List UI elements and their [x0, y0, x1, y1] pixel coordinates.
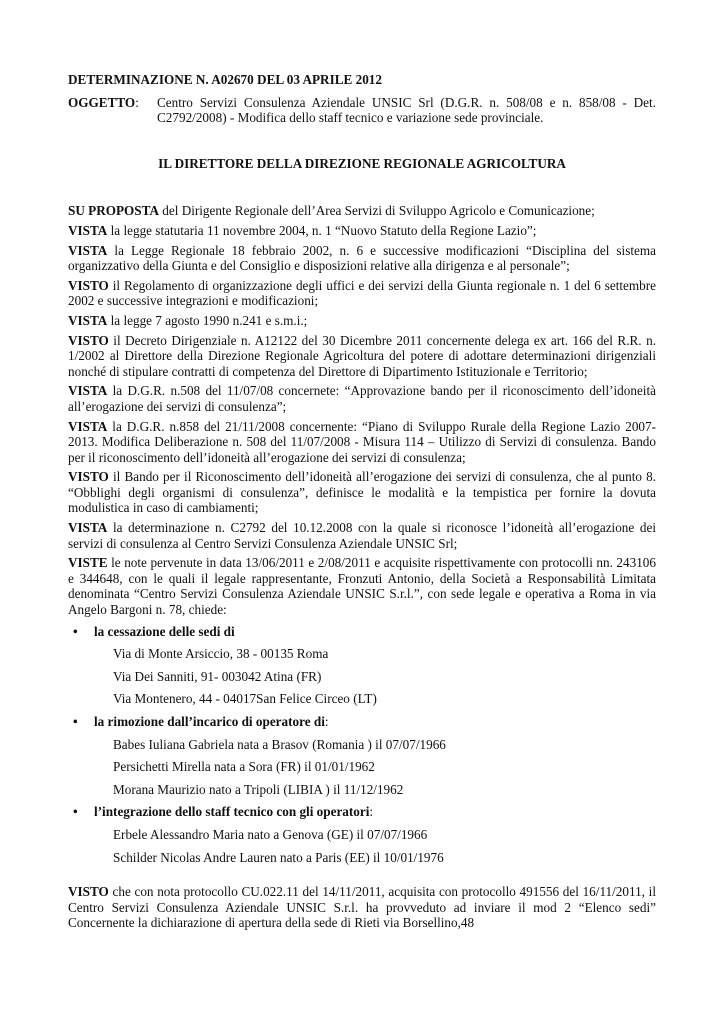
bullet-cessazione — [68, 624, 656, 640]
subject-colon: : — [135, 94, 139, 110]
bullet-icon: • — [73, 714, 78, 729]
paragraph-text: il Decreto Dirigenziale n. A12122 del 30 Dicembre 2011 concernente delega ex art. 166 del R.R. n. 1/2002 al Direttore della Direzione Regionale Agricoltura del potere di adottare determinazioni dirigenziali nonché di stipulare contratti di competenza del Direttore di Dipartimento Istituzionale e Territorio; — [68, 332, 656, 379]
bullet-label-suffix: : — [324, 714, 329, 729]
paragraph-text: le note pervenute in data 13/06/2011 e 2/08/2011 e acquisite rispettivamente con protocolli nn. 243106 e 344648, con le quali il legale rappresentante, Fronzuti Antonio, della Società a Responsabilità Limitata denominata “Centro Servizi Consulenza Aziendale UNSIC S.r.l.”, con sede legale e operativa a Roma in via Angelo Bargoni n. 78, chiede: — [68, 555, 656, 618]
paragraph-text: la legge 7 agosto 1990 n.241 e s.m.i.; — [107, 312, 308, 328]
paragraph — [68, 555, 656, 617]
subject-text: Centro Servizi Consulenza Aziendale UNSIC Srl (D.G.R. n. 508/08 e n. 858/08 - Det. C2792/2008) - Modifica dello staff tecnico e variazione sede provinciale. — [157, 94, 656, 126]
subject-label-text: OGGETTO — [68, 94, 136, 110]
paragraph-text: la legge statutaria 11 novembre 2004, n. 1 “Nuovo Statuto della Regione Lazio”; — [107, 222, 537, 238]
paragraph-lead: VISTA — [68, 418, 108, 434]
bullet-integrazione — [68, 804, 656, 820]
paragraph-lead: VISTE — [68, 555, 108, 571]
paragraph-text: la D.G.R. n.508 del 11/07/08 concernete: “Approvazione bando per il riconoscimento dell’idoneità all’erogazione dei servizi di consulenza”; — [68, 383, 656, 414]
paragraph — [68, 278, 656, 309]
paragraph-lead: VISTA — [68, 222, 108, 238]
paragraph — [68, 243, 656, 274]
final-paragraph — [68, 884, 656, 931]
bullet-label: la cessazione delle sedi di — [94, 623, 235, 639]
premises — [68, 203, 656, 617]
paragraph-text: il Regolamento di organizzazione degli uffici e dei servizi della Giunta regionale n. 1 del 6 settembre 2002 e successive integrazioni e modificazioni; — [68, 277, 656, 309]
paragraph — [68, 383, 656, 414]
list-item: Babes Iuliana Gabriela nata a Brasov (Romania ) il 07/07/1966 — [113, 736, 446, 752]
paragraph — [68, 333, 656, 380]
list-item: Schilder Nicolas Andre Lauren nato a Paris (EE) il 10/01/1976 — [113, 849, 444, 865]
list-item: Morana Maurizio nato a Tripoli (LIBIA ) il 11/12/1962 — [113, 781, 404, 797]
list-item: Via Dei Sanniti, 91- 003042 Atina (FR) — [113, 668, 322, 684]
paragraph-text: del Dirigente Regionale dell’Area Servizi di Sviluppo Agricolo e Comunicazione; — [158, 203, 595, 219]
paragraph-text: che con nota protocollo CU.022.11 del 14/11/2011, acquisita con protocollo 491556 del 16/11/2011, il Centro Servizi Consulenza Aziendale UNSIC S.r.l. ha provveduto ad inviare il mod 2 “Elenco sedi” Concernente la dichiarazione di apertura della sede di Rieti via Borsellino,48 — [68, 884, 656, 931]
paragraph — [68, 419, 656, 466]
bullet-icon: • — [73, 804, 78, 820]
paragraph-text: la Legge Regionale 18 febbraio 2002, n. 6 e successive modificazioni “Disciplina del sistema organizzativo della Giunta e del Consiglio e disposizioni relative alla dirigenza e al personale”; — [68, 242, 656, 274]
paragraph — [68, 223, 656, 239]
subject-block — [68, 95, 656, 126]
paragraph — [68, 469, 656, 516]
document-page — [68, 72, 656, 935]
list-item: Via di Monte Arsiccio, 38 - 00135 Roma — [113, 646, 329, 662]
bullet-label: l’integrazione dello staff tecnico con gli operatori — [94, 804, 370, 820]
document-title: IL DIRETTORE DELLA DIREZIONE REGIONALE AGRICOLTURA — [158, 155, 566, 171]
bullet-rimozione — [68, 714, 656, 730]
list-item: Erbele Alessandro Maria nato a Genova (GE) il 07/07/1966 — [113, 826, 428, 842]
list-item: Via Montenero, 44 - 04017San Felice Circeo (LT) — [113, 691, 377, 707]
paragraph — [68, 520, 656, 551]
paragraph-lead: VISTO — [68, 332, 109, 348]
list-item: Persichetti Mirella nata a Sora (FR) il 01/01/1962 — [113, 759, 375, 775]
paragraph-text: il Bando per il Riconoscimento dell’idoneità all’erogazione dei servizi di consulenza, che al punto 8. “Obblighi degli organismi di consulenza”, definisce le modalità e la tempistica per fornire la dovuta modulistica in caso di cambiamenti; — [68, 469, 656, 516]
bullet-label: la rimozione dall’incarico di operatore di — [94, 714, 325, 729]
paragraph-lead: VISTA — [68, 312, 108, 328]
paragraph-lead: VISTO — [68, 469, 109, 485]
paragraph-lead: VISTA — [68, 242, 108, 258]
paragraph-lead: VISTO — [68, 884, 109, 900]
bullet-label-suffix: : — [369, 804, 374, 820]
paragraph-lead: SU PROPOSTA — [68, 203, 159, 219]
paragraph — [68, 313, 656, 329]
paragraph-lead: VISTO — [68, 277, 109, 293]
paragraph — [68, 203, 656, 219]
paragraph-text: la D.G.R. n.858 del 21/11/2008 concernente: “Piano di Sviluppo Rurale della Regione Lazio 2007-2013. Modifica Deliberazione n. 508 del 11/07/2008 - Misura 114 – Utilizzo di Servizi di consulenza. Bando per il riconoscimento dell’idoneità all’erogazione dei servizi di consulenza; — [68, 418, 656, 465]
determination-number: DETERMINAZIONE N. A02670 DEL 03 APRILE 2012 — [68, 72, 382, 87]
bullet-icon: • — [73, 623, 78, 639]
paragraph-text: la determinazione n. C2792 del 10.12.2008 con la quale si riconosce l’idoneità all’erogazione dei servizi di consulenza al Centro Servizi Consulenza Aziendale UNSIC Srl; — [68, 520, 656, 551]
subject-label — [68, 95, 157, 126]
paragraph-lead: VISTA — [68, 520, 108, 536]
paragraph-lead: VISTA — [68, 383, 108, 399]
spacer — [68, 872, 656, 884]
